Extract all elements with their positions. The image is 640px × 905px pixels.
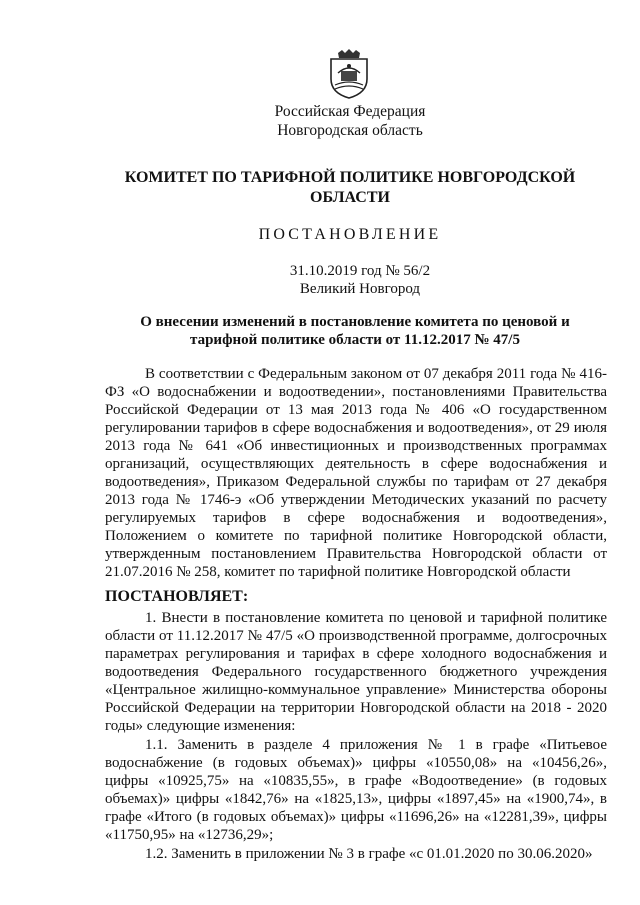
region-name: Новгородская область [277, 122, 423, 139]
resolves-heading: ПОСТАНОВЛЯЕТ: [105, 588, 249, 605]
item-1-paragraph: 1. Внести в постановление комитета по ценовой и тарифной политике области от 11.12.2017 № 47/5 «О производственной программе, долгосрочных параметрах регулирования и тарифах в сфере холодного водоснабжения и водоотведения Федерального государственного бюджетного учреждения «Центральное жилищно-коммунальное управление» Министерства обороны Российской Федерации на территории Новгородской области на 2018 - 2020 годы» следующие изменения: [105, 610, 607, 734]
subject-title: О внесении изменений в постановление комитета по ценовой и тарифной политике области от 11.12.2017 № 47/5 [140, 314, 570, 348]
item-1-2-paragraph: 1.2. Заменить в приложении № 3 в графе «с 01.01.2020 по 30.06.2020» [145, 846, 593, 862]
item-1-1-paragraph: 1.1. Заменить в разделе 4 приложения № 1 в графе «Питьевое водоснабжение (в годовых объемах)» цифры «10550,08» на «10456,26», цифры «10925,75» на «10835,55», в графе «Водоотведение» (в годовых объемах)» цифры «1842,76» на «1825,13», цифры «1897,45» на «1900,74», в графе «Итого (в годовых объемах)» цифры «11696,26» на «12281,39», цифры «11750,95» на «12736,29»; [105, 737, 607, 843]
coat-of-arms-emblem [325, 49, 373, 99]
preamble-paragraph: В соответствии с Федеральным законом от 07 декабря 2011 года № 416-ФЗ «О водоснабжении и водоотведении», постановлениями Правительства Российской Федерации от 13 мая 2013 года № 406 «О государственном регулировании тарифов в сфере водоснабжения и водоотведения», от 29 июля 2013 года № 641 «Об инвестиционных и производственных программах организаций, осуществляющих деятельность в сфере водоснабжения и водоотведения», Приказом Федеральной службы по тарифам от 27 декабря 2013 года № 1746-э «Об утверждении Методических указаний по расчету регулируемых тарифов в сфере водоснабжения и водоотведения», Положением о комитете по тарифной политике Новгородской области, утвержденным постановлением Правительства Новгородской области от 21.07.2016 № 258, комитет по тарифной политике Новгородской области [105, 366, 607, 580]
document-type: ПОСТАНОВЛЕНИЕ [258, 226, 442, 243]
date-number: 31.10.2019 год № 56/2 [289, 263, 431, 279]
country-name: Российская Федерация [274, 103, 426, 120]
committee-title: КОМИТЕТ ПО ТАРИФНОЙ ПОЛИТИКЕ НОВГОРОДСКОЙ ОБЛАСТИ [124, 169, 576, 206]
city: Великий Новгород [299, 281, 421, 297]
